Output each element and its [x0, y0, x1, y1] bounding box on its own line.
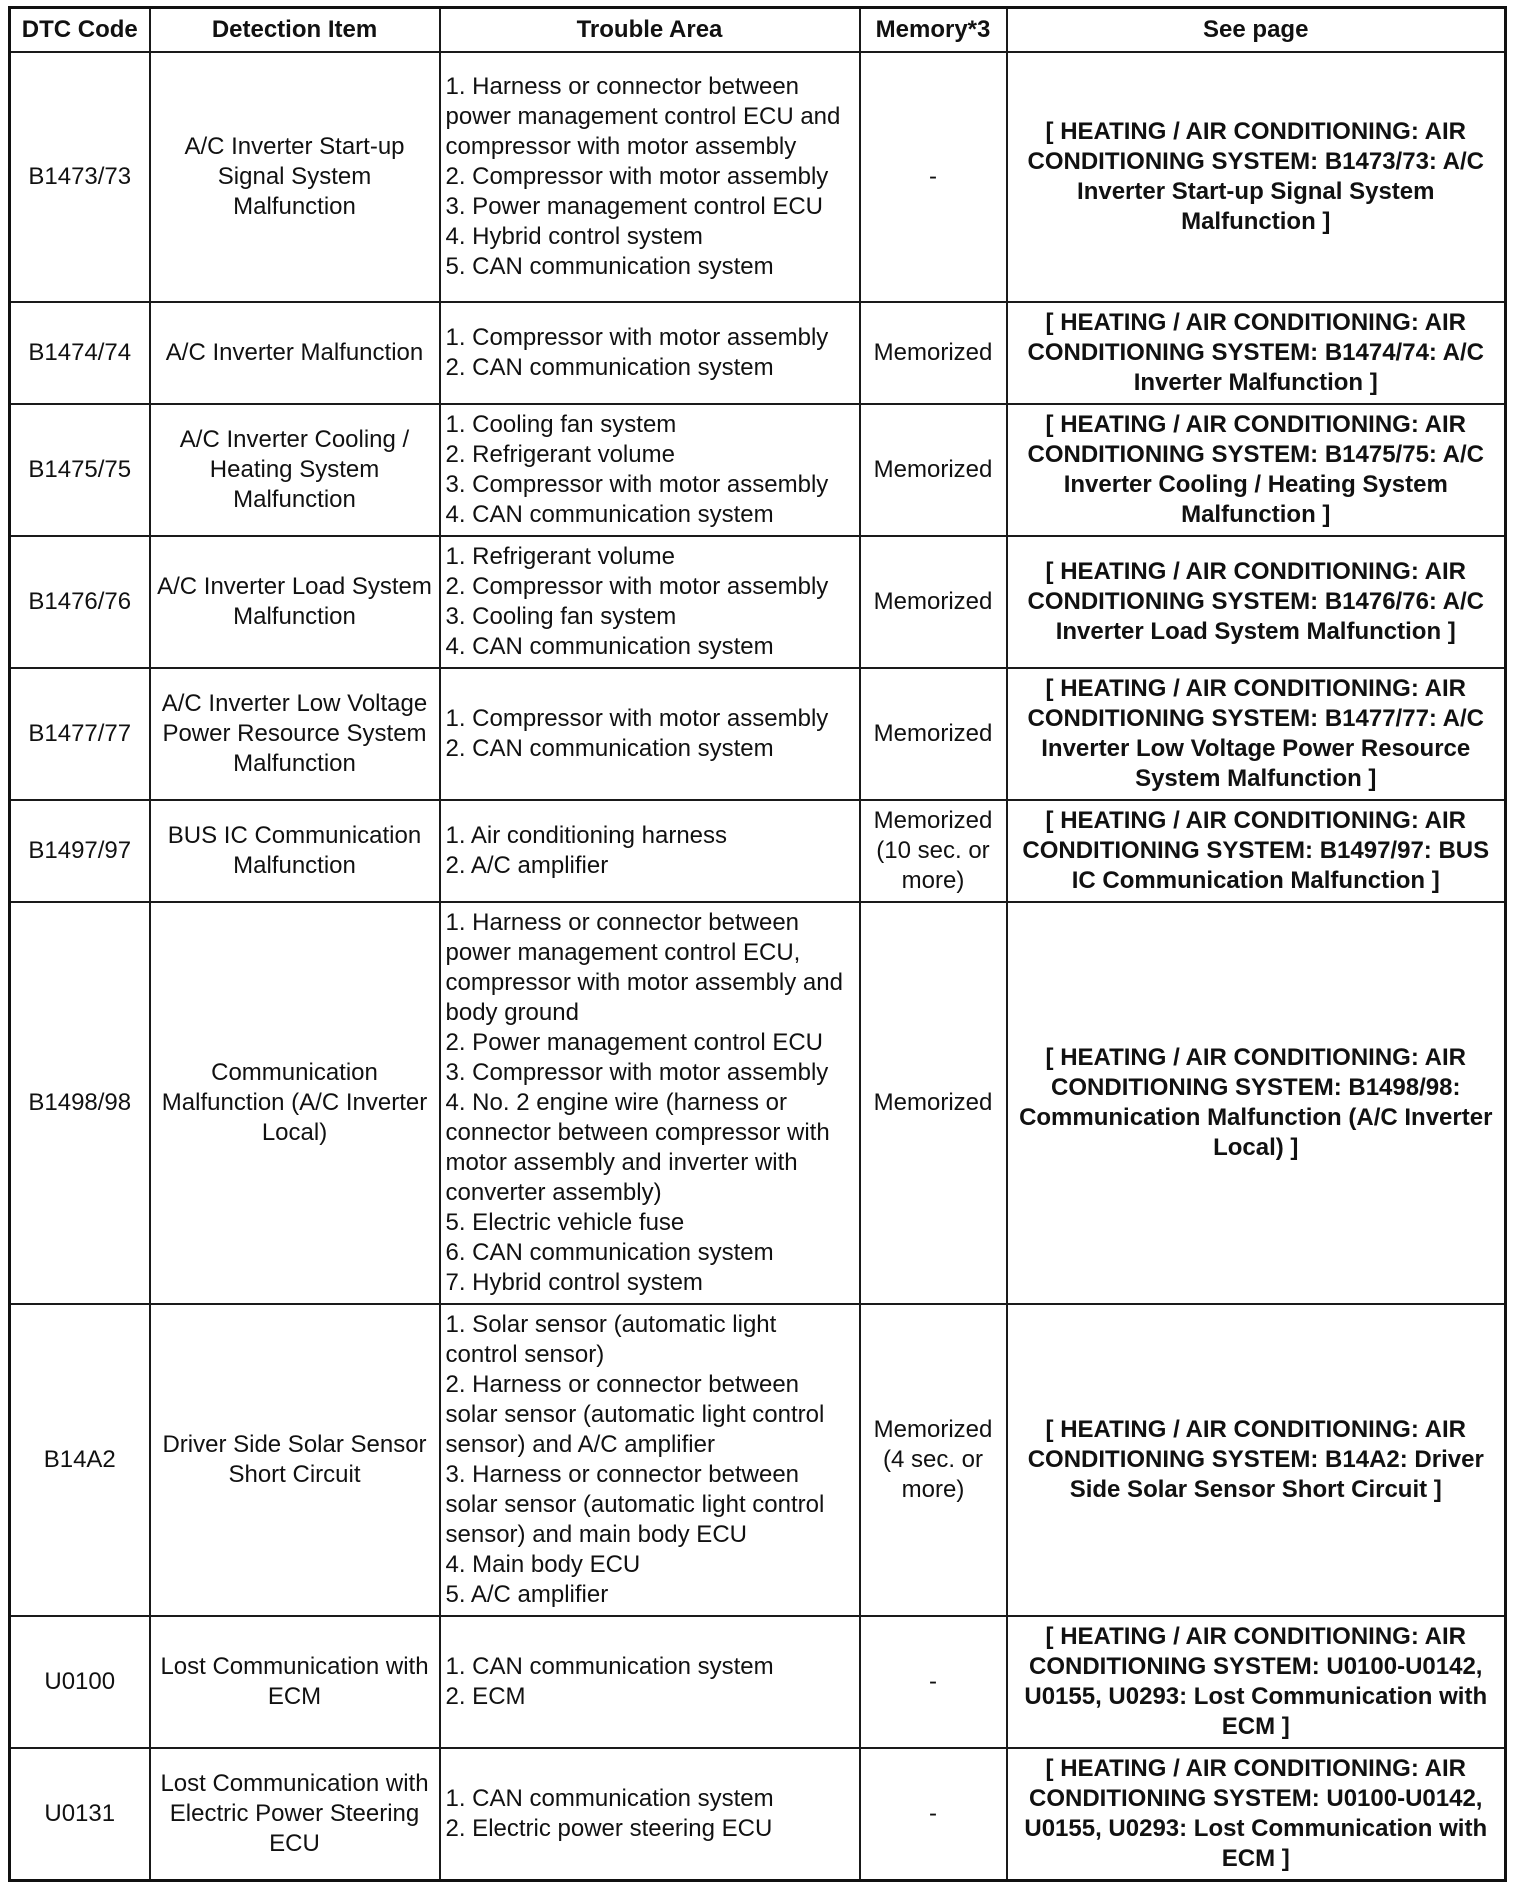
table-row — [10, 1616, 1506, 1748]
detection-item-cell: A/C Inverter Load System Malfunction — [150, 536, 440, 668]
trouble-area-line: 1. Harness or connector between power management control ECU and compressor with motor assembly — [445, 73, 841, 160]
dtc-code-cell: B14A2 — [10, 1304, 150, 1616]
trouble-area-cell — [440, 1304, 860, 1616]
table-row — [10, 1304, 1506, 1616]
trouble-area-cell — [440, 302, 860, 404]
trouble-area-line: 5. Electric vehicle fuse — [445, 1209, 685, 1236]
header-row — [10, 8, 1506, 53]
trouble-area-line: 5. A/C amplifier — [445, 1581, 609, 1608]
memory-cell: - — [860, 1616, 1007, 1748]
trouble-area-cell — [440, 52, 860, 302]
header-dtc-code: DTC Code — [10, 8, 150, 53]
dtc-code-cell: U0131 — [10, 1748, 150, 1880]
trouble-area-line: 4. Hybrid control system — [445, 223, 703, 250]
header-detection-item: Detection Item — [150, 8, 440, 53]
memory-cell: - — [860, 1748, 1007, 1880]
trouble-area-line: 5. CAN communication system — [445, 253, 774, 280]
trouble-area-line: 3. Harness or connector between solar sensor (automatic light control sensor) and main body ECU — [445, 1461, 825, 1548]
trouble-area-line: 2. A/C amplifier — [445, 852, 609, 879]
trouble-area-line: 2. Refrigerant volume — [445, 441, 675, 468]
trouble-area-line: 3. Cooling fan system — [445, 603, 677, 630]
dtc-code-cell: B1497/97 — [10, 800, 150, 902]
table-row — [10, 52, 1506, 302]
trouble-area-line: 4. CAN communication system — [445, 633, 774, 660]
trouble-area-line: 4. CAN communication system — [445, 501, 774, 528]
trouble-area-cell — [440, 536, 860, 668]
trouble-area-line: 3. Compressor with motor assembly — [445, 1059, 829, 1086]
dtc-code-cell: U0100 — [10, 1616, 150, 1748]
trouble-area-line: 2. Compressor with motor assembly — [445, 573, 829, 600]
dtc-code-cell: B1473/73 — [10, 52, 150, 302]
detection-item-cell: A/C Inverter Low Voltage Power Resource System Malfunction — [150, 668, 440, 800]
trouble-area-line: 7. Hybrid control system — [445, 1269, 703, 1296]
memory-cell: Memorized — [860, 536, 1007, 668]
trouble-area-line: 6. CAN communication system — [445, 1239, 774, 1266]
trouble-area-line: 1. Harness or connector between power management control ECU, compressor with motor assembly and body ground — [445, 909, 843, 1026]
detection-item-cell: BUS IC Communication Malfunction — [150, 800, 440, 902]
see-page-reference[interactable]: [ HEATING / AIR CONDITIONING: AIR CONDITIONING SYSTEM: U0100-U0142, U0155, U0293: Lost Communication with ECM ] — [1007, 1748, 1506, 1880]
trouble-area-line: 2. Compressor with motor assembly — [445, 163, 829, 190]
detection-item-cell: A/C Inverter Malfunction — [150, 302, 440, 404]
trouble-area-line: 1. CAN communication system — [445, 1653, 774, 1680]
see-page-reference[interactable]: [ HEATING / AIR CONDITIONING: AIR CONDITIONING SYSTEM: B1477/77: A/C Inverter Low Voltage Power Resource System Malfunction ] — [1007, 668, 1506, 800]
memory-cell: Memorized — [860, 668, 1007, 800]
memory-cell: Memorized (10 sec. or more) — [860, 800, 1007, 902]
trouble-area-line: 4. No. 2 engine wire (harness or connector between compressor with motor assembly and inverter with converter assembly) — [445, 1089, 830, 1206]
table-row — [10, 302, 1506, 404]
trouble-area-line: 1. Solar sensor (automatic light control sensor) — [445, 1311, 777, 1368]
detection-item-cell: Lost Communication with ECM — [150, 1616, 440, 1748]
memory-cell: Memorized (4 sec. or more) — [860, 1304, 1007, 1616]
trouble-area-cell — [440, 1748, 860, 1880]
trouble-area-line: 2. CAN communication system — [445, 354, 774, 381]
trouble-area-cell — [440, 902, 860, 1304]
header-see-page: See page — [1007, 8, 1506, 53]
trouble-area-line: 2. Power management control ECU — [445, 1029, 824, 1056]
trouble-area-line: 1. Compressor with motor assembly — [445, 324, 829, 351]
dtc-code-cell: B1474/74 — [10, 302, 150, 404]
table-row — [10, 404, 1506, 536]
table-row — [10, 1748, 1506, 1880]
memory-cell: - — [860, 52, 1007, 302]
dtc-table — [8, 6, 1507, 1882]
trouble-area-cell — [440, 800, 860, 902]
trouble-area-line: 2. CAN communication system — [445, 735, 774, 762]
dtc-code-cell: B1498/98 — [10, 902, 150, 1304]
see-page-reference[interactable]: [ HEATING / AIR CONDITIONING: AIR CONDITIONING SYSTEM: B1475/75: A/C Inverter Cooling / Heating System Malfunction ] — [1007, 404, 1506, 536]
memory-cell: Memorized — [860, 302, 1007, 404]
trouble-area-cell — [440, 668, 860, 800]
trouble-area-line: 4. Main body ECU — [445, 1551, 641, 1578]
trouble-area-line: 1. Air conditioning harness — [445, 822, 728, 849]
trouble-area-line: 3. Compressor with motor assembly — [445, 471, 829, 498]
see-page-reference[interactable]: [ HEATING / AIR CONDITIONING: AIR CONDITIONING SYSTEM: B14A2: Driver Side Solar Sensor Short Circuit ] — [1007, 1304, 1506, 1616]
see-page-reference[interactable]: [ HEATING / AIR CONDITIONING: AIR CONDITIONING SYSTEM: B1476/76: A/C Inverter Load System Malfunction ] — [1007, 536, 1506, 668]
detection-item-cell: Driver Side Solar Sensor Short Circuit — [150, 1304, 440, 1616]
dtc-code-cell: B1476/76 — [10, 536, 150, 668]
trouble-area-line: 2. Harness or connector between solar sensor (automatic light control sensor) and A/C amplifier — [445, 1371, 825, 1458]
trouble-area-line: 2. Electric power steering ECU — [445, 1814, 773, 1842]
detection-item-cell: A/C Inverter Start-up Signal System Malfunction — [150, 52, 440, 302]
header-trouble-area: Trouble Area — [440, 8, 860, 53]
see-page-reference[interactable]: [ HEATING / AIR CONDITIONING: AIR CONDITIONING SYSTEM: B1473/73: A/C Inverter Start-up Signal System Malfunction ] — [1007, 52, 1506, 302]
detection-item-cell: A/C Inverter Cooling / Heating System Malfunction — [150, 404, 440, 536]
header-memory: Memory*3 — [860, 8, 1007, 53]
trouble-area-line: 1. Compressor with motor assembly — [445, 705, 829, 732]
trouble-area-line: 1. CAN communication system — [445, 1784, 774, 1812]
memory-cell: Memorized — [860, 404, 1007, 536]
see-page-reference[interactable]: [ HEATING / AIR CONDITIONING: AIR CONDITIONING SYSTEM: U0100-U0142, U0155, U0293: Lost Communication with ECM ] — [1007, 1616, 1506, 1748]
dtc-code-cell: B1475/75 — [10, 404, 150, 536]
table-row — [10, 902, 1506, 1304]
trouble-area-line: 3. Power management control ECU — [445, 193, 824, 220]
table-row — [10, 668, 1506, 800]
see-page-reference[interactable]: [ HEATING / AIR CONDITIONING: AIR CONDITIONING SYSTEM: B1474/74: A/C Inverter Malfunction ] — [1007, 302, 1506, 404]
dtc-code-cell: B1477/77 — [10, 668, 150, 800]
trouble-area-cell — [440, 1616, 860, 1748]
trouble-area-line: 1. Refrigerant volume — [445, 543, 675, 570]
memory-cell: Memorized — [860, 902, 1007, 1304]
trouble-area-cell — [440, 404, 860, 536]
detection-item-cell: Lost Communication with Electric Power Steering ECU — [150, 1748, 440, 1880]
table-row — [10, 800, 1506, 902]
see-page-reference[interactable]: [ HEATING / AIR CONDITIONING: AIR CONDITIONING SYSTEM: B1498/98: Communication Malfunction (A/C Inverter Local) ] — [1007, 902, 1506, 1304]
detection-item-cell: Communication Malfunction (A/C Inverter Local) — [150, 902, 440, 1304]
trouble-area-line: 2. ECM — [445, 1683, 526, 1710]
trouble-area-line: 1. Cooling fan system — [445, 411, 677, 438]
table-row — [10, 536, 1506, 668]
see-page-reference[interactable]: [ HEATING / AIR CONDITIONING: AIR CONDITIONING SYSTEM: B1497/97: BUS IC Communication Malfunction ] — [1007, 800, 1506, 902]
